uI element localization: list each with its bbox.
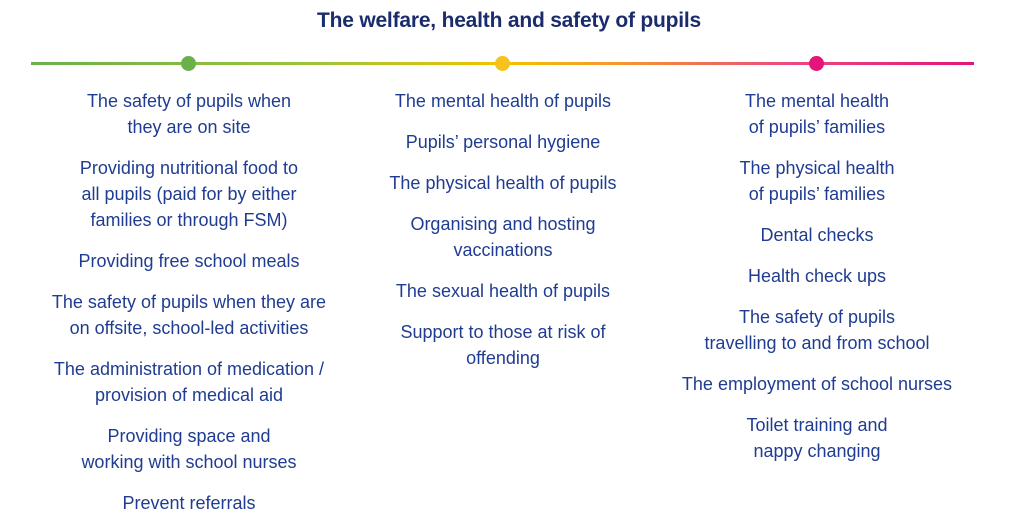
list-item-line: The mental health of pupils xyxy=(394,91,612,111)
list-item xyxy=(666,155,968,207)
list-item xyxy=(666,371,968,397)
list-item-line: Providing space and xyxy=(107,426,271,446)
list-item-line: Prevent referrals xyxy=(122,493,256,513)
list-item-line: The sexual health of pupils xyxy=(395,281,611,301)
list-item-line: Toilet training and xyxy=(746,415,888,435)
timeline-dot-green xyxy=(181,56,196,71)
list-item xyxy=(38,88,340,140)
list-item-line: provision of medical aid xyxy=(94,385,284,405)
list-item xyxy=(666,263,968,289)
list-item-line: of pupils’ families xyxy=(748,117,886,137)
list-item-line: all pupils (paid for by either xyxy=(81,184,297,204)
list-item-line: Providing nutritional food to xyxy=(79,158,299,178)
list-item-line: travelling to and from school xyxy=(704,333,930,353)
list-item-line: Dental checks xyxy=(760,225,874,245)
list-item-line: vaccinations xyxy=(453,240,553,260)
list-item-line: families or through FSM) xyxy=(90,210,288,230)
column-3-list xyxy=(666,88,968,479)
list-item-line: offending xyxy=(466,348,540,368)
list-item-line: Pupils’ personal hygiene xyxy=(405,132,601,152)
list-item-line: nappy changing xyxy=(753,441,881,461)
list-item-line: Health check ups xyxy=(747,266,887,286)
timeline-dot-pink xyxy=(809,56,824,71)
list-item-line: The physical health xyxy=(739,158,895,178)
list-item-line: working with school nurses xyxy=(81,452,297,472)
list-item-line: on offsite, school-led activities xyxy=(69,318,309,338)
list-item xyxy=(666,222,968,248)
list-item-line: of pupils’ families xyxy=(748,184,886,204)
list-item xyxy=(360,211,646,263)
list-item xyxy=(38,423,340,475)
list-item-line: they are on site xyxy=(127,117,251,137)
column-1-list xyxy=(38,88,340,531)
list-item-line: Providing free school meals xyxy=(78,251,300,271)
list-item-line: The safety of pupils when they are xyxy=(51,292,327,312)
list-item xyxy=(38,248,340,274)
list-item xyxy=(360,278,646,304)
list-item xyxy=(666,88,968,140)
page-title: The welfare, health and safety of pupils xyxy=(316,9,702,32)
list-item xyxy=(38,490,340,516)
list-item xyxy=(360,88,646,114)
list-item xyxy=(666,412,968,464)
list-item-line: Organising and hosting xyxy=(410,214,596,234)
list-item-line: The administration of medication / xyxy=(53,359,325,379)
list-item xyxy=(360,170,646,196)
list-item-line: The physical health of pupils xyxy=(389,173,617,193)
list-item-line: The safety of pupils xyxy=(738,307,896,327)
list-item xyxy=(38,155,340,233)
list-item xyxy=(666,304,968,356)
list-item-line: The employment of school nurses xyxy=(681,374,953,394)
list-item xyxy=(38,289,340,341)
list-item-line: The mental health xyxy=(744,91,890,111)
list-item xyxy=(360,129,646,155)
column-2-list xyxy=(360,88,646,386)
timeline-dot-yellow xyxy=(495,56,510,71)
list-item xyxy=(360,319,646,371)
list-item-line: Support to those at risk of xyxy=(400,322,606,342)
list-item-line: The safety of pupils when xyxy=(86,91,292,111)
list-item xyxy=(38,356,340,408)
